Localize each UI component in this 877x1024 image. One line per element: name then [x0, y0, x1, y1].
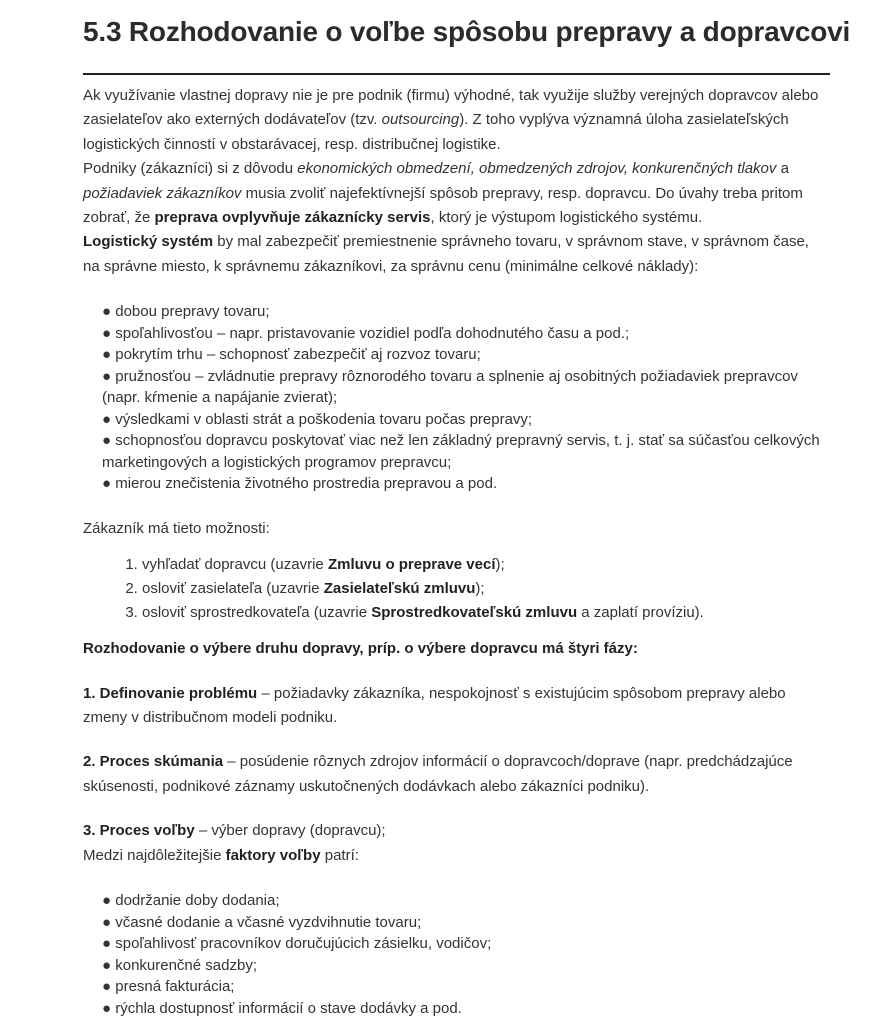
intro-italic-term: outsourcing: [381, 111, 460, 129]
list-item: ● schopnosťou dopravcu poskytovať viac než len základný prepravný servis, t. j. stať sa súčasťou celkových marketingových a logistických programov prepravcu;: [102, 432, 820, 471]
option-text: a zaplatí províziu).: [577, 604, 704, 622]
option-text: osloviť sprostredkovateľa (uzavrie: [142, 604, 372, 622]
list-item: ● mierou znečistenia životného prostredia prepravou a pod.: [102, 475, 498, 493]
intro-text: by mal zabezpečiť premiestnenie správneho tovaru, v správnom stave, v správnom čase, na správne miesto, k správnemu zákazníkovi, za správnu cenu (minimálne celkové náklady):: [83, 233, 809, 275]
list-item: [142, 553, 828, 577]
phase-title: 2. Proces skúmania: [83, 753, 224, 771]
intro-bold-term: preprava ovplyvňuje zákaznícky servis: [154, 209, 431, 227]
option-text: );: [495, 556, 505, 574]
intro-paragraph-3: [83, 230, 828, 279]
phases-heading-text: Rozhodovanie o výbere druhu dopravy, príp. o výbere dopravcu má štyri fázy:: [83, 640, 638, 658]
intro-text: ). Z toho vyplýva významná úloha zasielateľských logistických činností v obstarávacej, resp. distribučnej logistike.: [83, 111, 789, 153]
criteria-list: [83, 301, 828, 495]
intro-bold-term: Logistický systém: [83, 233, 214, 251]
list-item: ● rýchla dostupnosť informácií o stave dodávky a pod.: [102, 999, 462, 1017]
list-item: ● dobou prepravy tovaru;: [102, 303, 270, 321]
phase-3: [83, 819, 828, 843]
intro-text: musia zvoliť najefektívnejší spôsob prepravy, resp. dopravcu. Do úvahy treba pritom zobrať, že: [83, 184, 803, 227]
option-text: vyhľadať dopravcu (uzavrie: [142, 556, 328, 574]
list-item: [142, 577, 828, 601]
list-item: ● včasné dodanie a včasné vyzdvihnutie tovaru;: [102, 913, 422, 931]
intro-text: Ak využívanie vlastnej dopravy nie je pre podnik (firmu) výhodné, tak využije služby verejných dopravcov alebo zasielateľov ako externých dodávateľov (tzv.: [83, 87, 819, 129]
option-contract: Sprostredkovateľskú zmluvu: [371, 604, 578, 622]
options-list: [83, 553, 828, 625]
intro-text: , ktorý je výstupom logistického systému.: [430, 209, 703, 227]
list-item: ● spoľahlivosť pracovníkov doručujúcich zásielku, vodičov;: [102, 935, 492, 952]
title-divider: [83, 73, 830, 75]
list-item: ● konkurenčné sadzby;: [102, 956, 257, 974]
factors-text: Medzi najdôležitejšie: [83, 846, 226, 864]
intro-italic-term: požiadaviek zákazníkov: [83, 184, 242, 202]
list-item: ● pružnosťou – zvládnutie prepravy rôznorodého tovaru a splnenie aj osobitných požiadaviek prepravcov (napr. kŕmenie a napájanie zvierat);: [102, 367, 798, 407]
list-item: ● dodržanie doby dodania;: [102, 892, 280, 909]
list-item: ● presná fakturácia;: [102, 978, 235, 995]
page-title: 5.3 Rozhodovanie o voľbe spôsobu prepravy a dopravcovi: [83, 16, 851, 47]
intro-text: Podniky (zákazníci) si z dôvodu: [83, 160, 298, 178]
option-contract: Zmluvu o preprave vecí: [327, 556, 496, 574]
factors-bold-term: faktory voľby: [225, 846, 321, 864]
list-item: [142, 601, 828, 625]
phase-title: 3. Proces voľby: [83, 822, 195, 840]
phase-title: 1. Definovanie problému: [83, 684, 258, 702]
list-item: ● výsledkami v oblasti strát a poškodenia tovaru počas prepravy;: [102, 410, 533, 428]
phase-description: – výber dopravy (dopravcu);: [194, 822, 386, 840]
options-intro: Zákazník má tieto možnosti:: [83, 519, 270, 537]
intro-text: a: [776, 160, 789, 178]
factors-list: [83, 890, 828, 1019]
option-text: );: [475, 580, 485, 598]
option-contract: Zasielateľskú zmluvu: [323, 580, 476, 598]
article-body: [83, 84, 828, 1019]
phase-2: [83, 750, 828, 799]
intro-paragraph-2: [83, 157, 828, 230]
list-item: ● spoľahlivosťou – napr. pristavovanie vozidiel podľa dohodnutého času a pod.;: [102, 324, 630, 342]
intro-paragraph-1: [83, 84, 828, 157]
phase-description: – posúdenie rôznych zdrojov informácií o dopravcoch/doprave (napr. predchádzajúce skúsenosti, podnikové záznamy uskutočnených dodávkach alebo zákazníci podniku).: [83, 753, 793, 795]
option-text: osloviť zasielateľa (uzavrie: [142, 580, 324, 598]
phase-1: [83, 682, 828, 731]
phase-description: – požiadavky zákazníka, nespokojnosť s existujúcim spôsobom prepravy alebo zmeny v distribučnom modeli podniku.: [83, 684, 786, 726]
factors-text: patrí:: [320, 846, 359, 864]
factors-intro: [83, 844, 828, 868]
list-item: ● pokrytím trhu – schopnosť zabezpečiť aj rozvoz tovaru;: [102, 346, 481, 364]
intro-italic-term: ekonomických obmedzení, obmedzených zdrojov, konkurenčných tlakov: [297, 160, 777, 178]
phases-heading: [83, 637, 828, 661]
